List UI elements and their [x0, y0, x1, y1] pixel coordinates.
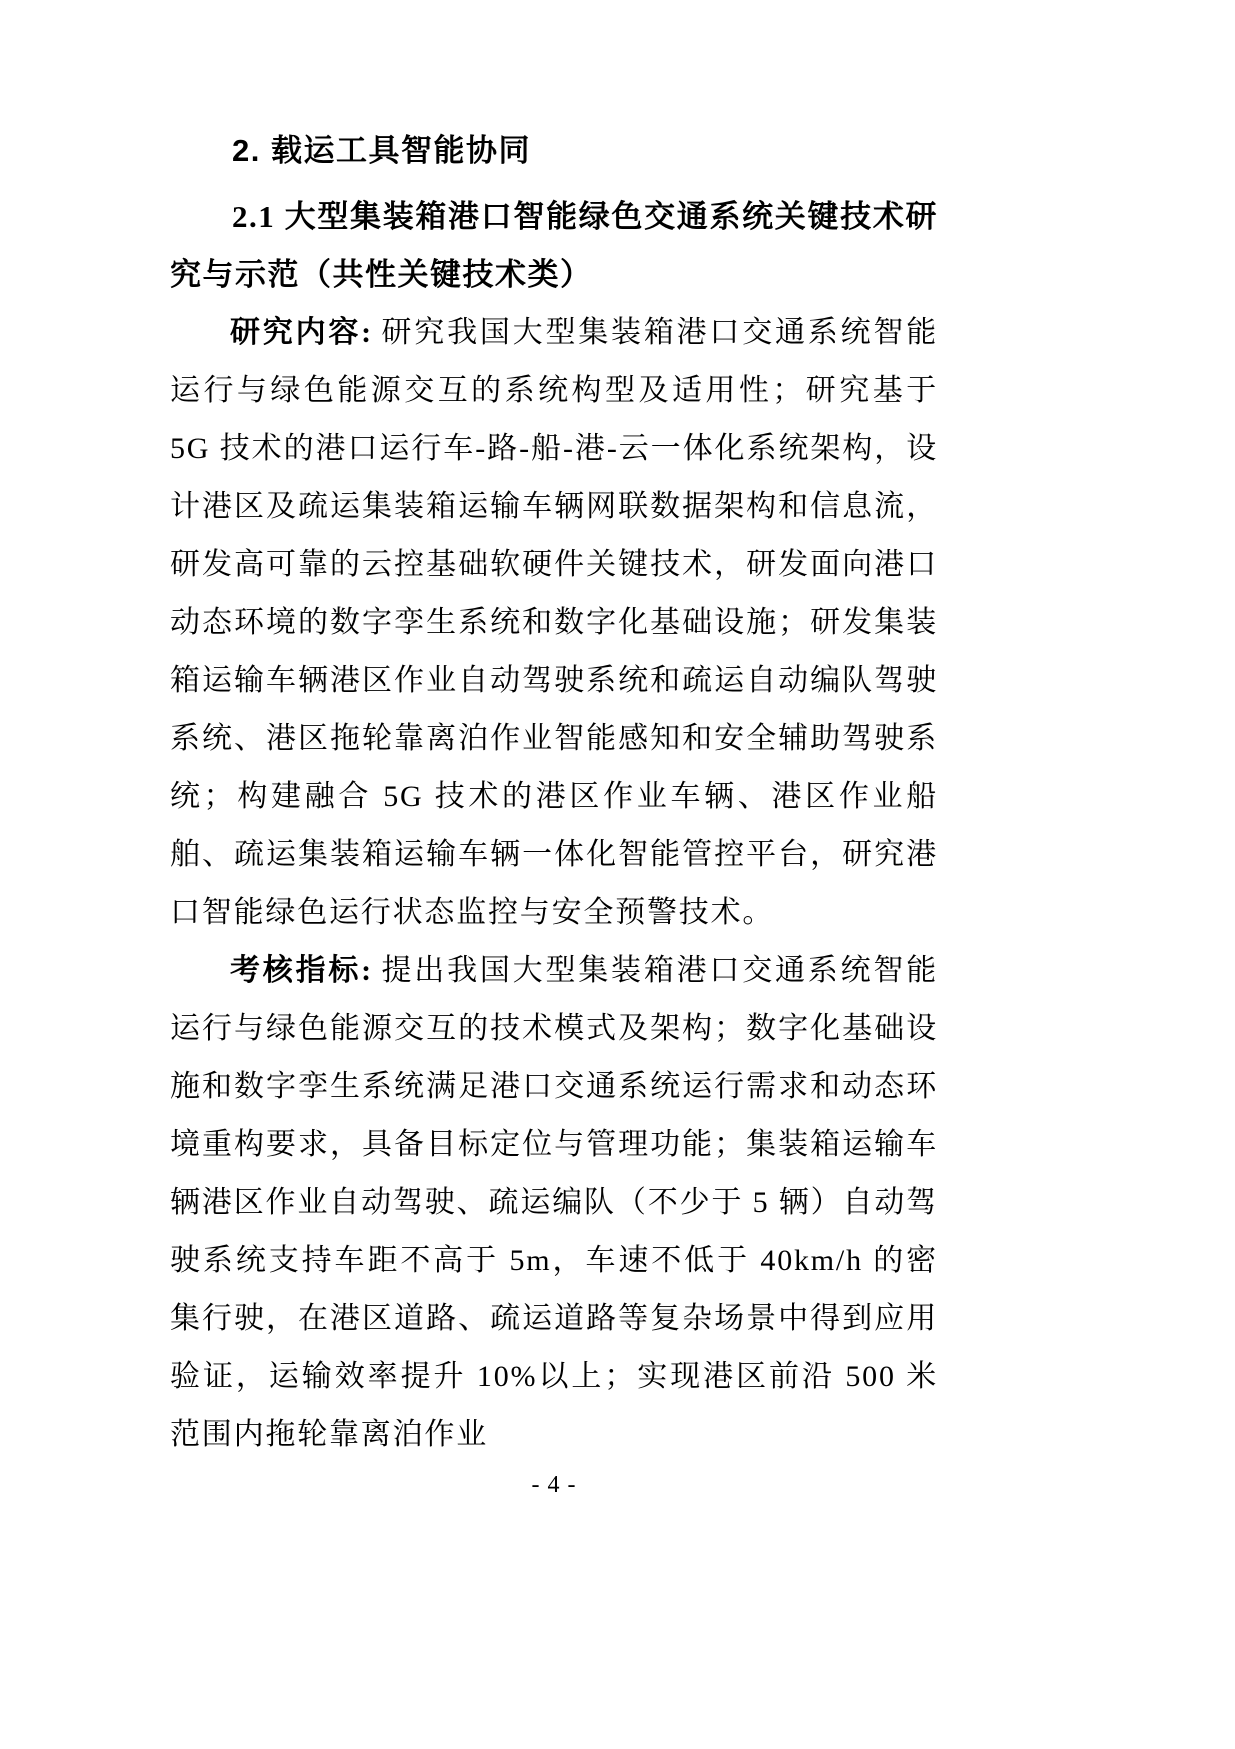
paragraph-assessment-indicators — [170, 942, 938, 1464]
research-content-label: 研究内容: — [230, 316, 373, 349]
assessment-indicators-label: 考核指标: — [230, 954, 373, 987]
paragraph-research-content — [170, 304, 938, 942]
page-number: - 4 - — [531, 1472, 577, 1498]
research-content-text: 研究我国大型集装箱港口交通系统智能运行与绿色能源交互的系统构型及适用性；研究基于 5G 技术的港口运行车-路-船-港-云一体化系统架构，设计港区及疏运集装箱运输车辆网联数据架构和信息流，研发高可靠的云控基础软硬件关键技术，研发面向港口动态环境的数字孪生系统和数字化基础设施；研发集装箱运输车辆港区作业自动驾驶系统和疏运自动编队驾驶系统、港区拖轮靠离泊作业智能感知和安全辅助驾驶系统；构建融合 5G 技术的港区作业车辆、港区作业船舶、疏运集装箱运输车辆一体化智能管控平台，研究港口智能绿色运行状态监控与安全预警技术。 — [170, 316, 938, 929]
section-heading: 2. 载运工具智能协同 — [232, 133, 531, 168]
subsection-heading: 2.1 大型集装箱港口智能绿色交通系统关键技术研究与示范（共性关键技术类） — [170, 199, 938, 292]
assessment-indicators-text: 提出我国大型集装箱港口交通系统智能运行与绿色能源交互的技术模式及架构；数字化基础设施和数字孪生系统满足港口交通系统运行需求和动态环境重构要求，具备目标定位与管理功能；集装箱运输车辆港区作业自动驾驶、疏运编队（不少于 5 辆）自动驾驶系统支持车距不高于 5m，车速不低于 40km/h 的密集行驶，在港区道路、疏运道路等复杂场景中得到应用验证，运输效率提升 10%以上；实现港区前沿 500 米范围内拖轮靠离泊作业 — [170, 954, 938, 1451]
